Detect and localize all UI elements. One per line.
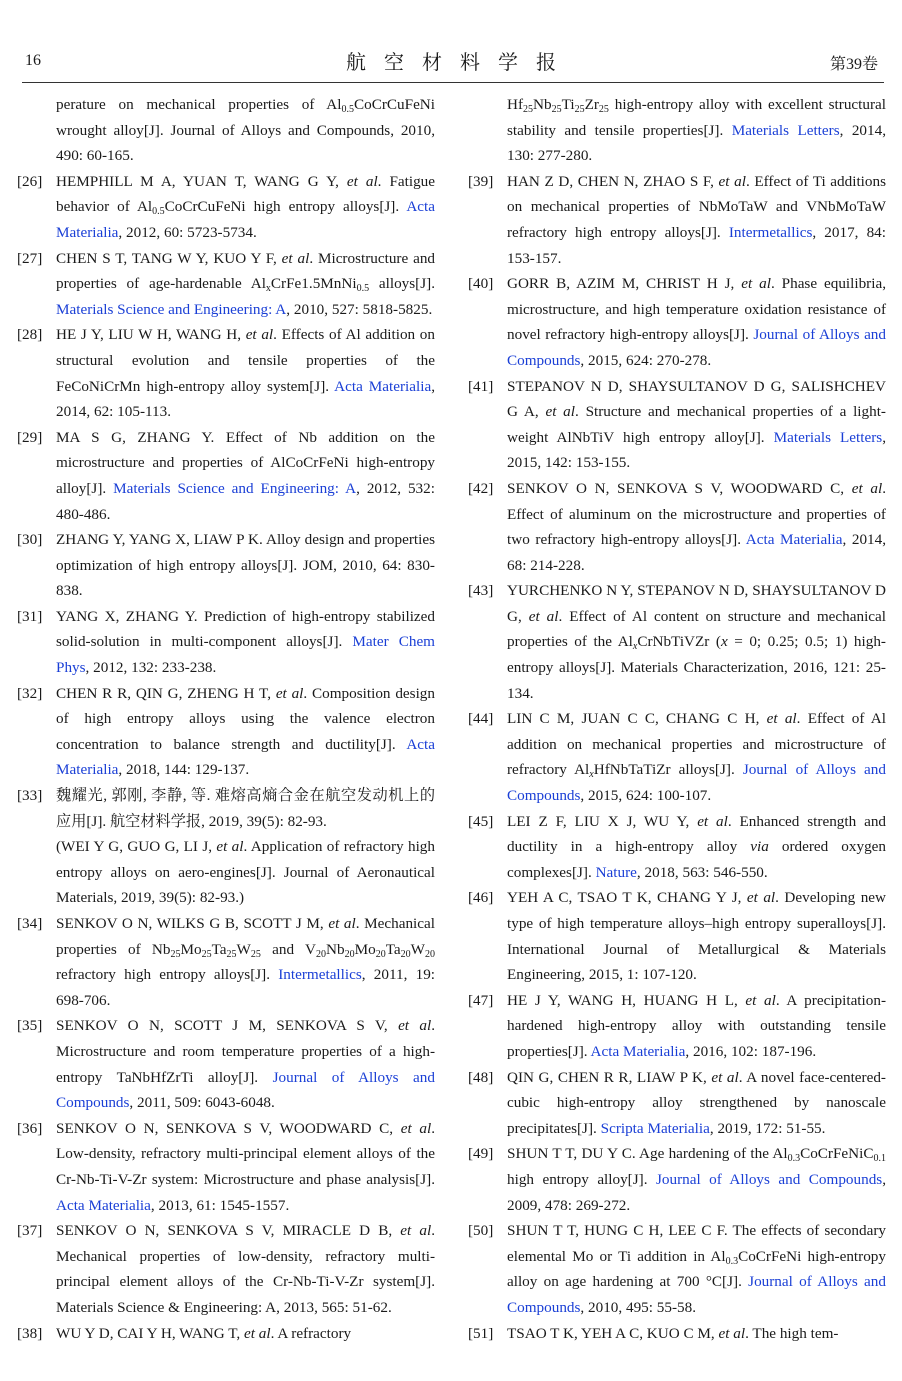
reference-number: [27]: [17, 249, 43, 267]
reference-continuation: $Hf_{25}Nb_{25}Ti_{25}Zr_{25}$ high-entropy alloy with excellent structural stability and tensile properties[J]. Materials Letters, 2014, 130: 277-280.: [507, 96, 886, 165]
reference-link[interactable]: Intermetallics: [728, 223, 813, 241]
reference-item: [42] SENKOV O N, SENKOVA S V, WOODWARD C, et al. Effect of aluminum on the microstructure and properties of two refractory high-entropy alloys[J]. Acta Materialia, 2014, 68: 214-228.: [468, 476, 886, 578]
reference-number: [33]: [17, 787, 43, 805]
page-header: [0, 0, 902, 84]
reference-continuation: perature on mechanical properties of $Al_{0.5}CoCrCuFeNi$ wrought alloy[J]. Journal of Alloys and Compounds, 2010, 490: 60-165.: [56, 96, 435, 165]
page-number: 16: [25, 52, 41, 69]
reference-link[interactable]: Journal of Alloys and Compounds: [507, 761, 886, 805]
right-column: [468, 92, 886, 1346]
reference-item: [40] GORR B, AZIM M, CHRIST H J, et al. Phase equilibria, microstructure, and high temperature oxidation resistance of novel refractory high-entropy alloys[J]. Journal of Alloys and Compounds, 2015, 624: 270-278.: [468, 271, 886, 373]
reference-item: [45] LEI Z F, LIU X J, WU Y, et al. Enhanced strength and ductility in a high-entropy alloy via ordered oxygen complexes[J]. Nature, 2018, 563: 546-550.: [468, 809, 886, 886]
reference-item: [49] SHUN T T, DU Y C. Age hardening of the $Al_{0.3}CoCrFeNiC_{0.1}$ high entropy alloy[J]. Journal of Alloys and Compounds, 2009, 478: 269-272.: [468, 1141, 886, 1218]
reference-number: [28]: [17, 326, 43, 344]
reference-number: [42]: [468, 479, 494, 497]
reference-item: [35] SENKOV O N, SCOTT J M, SENKOVA S V, et al. Microstructure and room temperature properties of a high-entropy TaNbHfZrTi alloy[J]. Journal of Alloys and Compounds, 2011, 509: 6043-6048.: [17, 1013, 435, 1115]
reference-link[interactable]: Intermetallics: [278, 966, 362, 984]
reference-item: [48] QIN G, CHEN R R, LIAW P K, et al. A novel face-centered-cubic high-entropy alloy strengthened by nanoscale precipitates[J]. Scripta Materialia, 2019, 172: 51-55.: [468, 1065, 886, 1142]
reference-link[interactable]: Nature: [595, 863, 637, 881]
reference-number: [26]: [17, 172, 43, 190]
reference-item: [36] SENKOV O N, SENKOVA S V, WOODWARD C, et al. Low-density, refractory multi-principal element alloys of the Cr-Nb-Ti-V-Zr system: Microstructure and phase analysis[J]. Acta Materialia, 2013, 61: 1545-1557.: [17, 1116, 435, 1218]
reference-number: [34]: [17, 915, 43, 932]
reference-item: [34] SENKOV O N, WILKS G B, SCOTT J M, et al. Mechanical properties of $Nb_{25}Mo_{25}Ta_{25}W_{25}$ and $V_{20}Nb_{20}Mo_{20}Ta_{20}W_{20}$ refractory high entropy alloys[J]. Intermetallics, 2011, 19: 698-706.: [17, 911, 435, 1013]
reference-number: [48]: [468, 1068, 494, 1086]
reference-number: [38]: [17, 1324, 43, 1342]
reference-link[interactable]: Acta Materialia: [745, 531, 843, 549]
reference-link[interactable]: Acta Materialia: [334, 377, 432, 395]
reference-item: [26] HEMPHILL M A, YUAN T, WANG G Y, et al. Fatigue behavior of $Al_{0.5}CoCrCuFeNi$ high entropy alloys[J]. Acta Materialia, 2012, 60: 5723-5734.: [17, 169, 435, 246]
reference-link[interactable]: Acta Materialia: [590, 1042, 686, 1060]
reference-link[interactable]: Mater Chem Phys: [56, 633, 435, 677]
reference-number: [30]: [17, 531, 43, 549]
reference-number: [29]: [17, 428, 43, 446]
reference-number: [37]: [17, 1222, 43, 1240]
reference-item: [44] LIN C M, JUAN C C, CHANG C H, et al. Effect of Al addition on mechanical properties and microstructure of refractory $Al_xHfNbTaTiZr$ alloys[J]. Journal of Alloys and Compounds, 2015, 624: 100-107.: [468, 706, 886, 808]
reference-number: [32]: [17, 684, 43, 702]
reference-number: [43]: [468, 582, 494, 600]
reference-number: [39]: [468, 172, 494, 190]
reference-number: [36]: [17, 1119, 43, 1137]
journal-title: 航空材料学报: [346, 52, 574, 74]
reference-number: [40]: [468, 275, 494, 293]
reference-number: [45]: [468, 812, 494, 830]
reference-link[interactable]: Journal of Alloys and Compounds: [507, 326, 886, 369]
reference-item: [41] STEPANOV N D, SHAYSULTANOV D G, SALISHCHEV G A, et al. Structure and mechanical properties of a light-weight AlNbTiV high entropy alloy[J]. Materials Letters, 2015, 142: 153-155.: [468, 374, 886, 476]
reference-item: [46] YEH A C, TSAO T K, CHANG Y J, et al. Developing new type of high temperature alloys–high entropy superalloys[J]. International Journal of Metallurgical & Materials Engineering, 2015, 1: 107-120.: [468, 885, 886, 987]
reference-item: [37] SENKOV O N, SENKOVA S V, MIRACLE D B, et al. Mechanical properties of low-density, refractory multi-principal element alloys of the Cr-Nb-Ti-V-Zr system[J]. Materials Science & Engineering: A, 2013, 565: 51-62.: [17, 1218, 435, 1320]
reference-item: [51] TSAO T K, YEH A C, KUO C M, et al. The high tem-: [468, 1321, 886, 1347]
reference-link[interactable]: Acta Materialia: [56, 198, 435, 241]
reference-link[interactable]: Acta Materialia: [56, 1196, 151, 1214]
reference-link[interactable]: Materials Science and Engineering: A: [56, 300, 287, 318]
volume-label: 第39卷: [829, 56, 878, 73]
reference-number: [50]: [468, 1222, 494, 1240]
reference-item: [47] HE J Y, WANG H, HUANG H L, et al. A precipitation-hardened high-entropy alloy with outstanding tensile properties[J]. Acta Materialia, 2016, 102: 187-196.: [468, 988, 886, 1065]
reference-item: [31] YANG X, ZHANG Y. Prediction of high-entropy stabilized solid-solution in multi-component alloys[J]. Mater Chem Phys, 2012, 132: 233-238.: [17, 604, 435, 681]
header-rule: [22, 82, 884, 83]
reference-number: [49]: [468, 1145, 494, 1163]
reference-number: [44]: [468, 710, 494, 728]
reference-item: [27] CHEN S T, TANG W Y, KUO Y F, et al. Microstructure and properties of age-hardenable $Al_xCrFe1.5MnNi_{0.5}$ alloys[J]. Materials Science and Engineering: A, 2010, 527: 5818-5825.: [17, 246, 435, 323]
left-column: [17, 92, 435, 1346]
reference-number: [31]: [17, 607, 43, 625]
reference-link[interactable]: Materials Letters: [731, 121, 840, 139]
reference-item: [28] HE J Y, LIU W H, WANG H, et al. Effects of Al addition on structural evolution and tensile properties of the FeCoNiCrMn high-entropy alloy system[J]. Acta Materialia, 2014, 62: 105-113.: [17, 322, 435, 424]
reference-number: [51]: [468, 1324, 494, 1342]
reference-item: [43] YURCHENKO N Y, STEPANOV N D, SHAYSULTANOV D G, et al. Effect of Al content on structure and mechanical properties of the $Al_xCrNbTiVZr$ (x = 0; 0.25; 0.5; 1) high-entropy alloys[J]. Materials Characterization, 2016, 121: 25-134.: [468, 578, 886, 706]
reference-link[interactable]: Scripta Materialia: [600, 1119, 710, 1137]
reference-item: [33] 魏耀光, 郭刚, 李静, 等. 难熔高熵合金在航空发动机上的应用[J]. 航空材料学报, 2019, 39(5): 82-93. (WEI Y G, GUO G, LI J, et al. Application of refractory high entropy alloys on aero-engines[J]. Journal of Aeronautical Materials, 2019, 39(5): 82-93.): [17, 783, 435, 911]
reference-item: [32] CHEN R R, QIN G, ZHENG H T, et al. Composition design of high entropy alloys using the valence electron concentration to balance strength and ductility[J]. Acta Materialia, 2018, 144: 129-137.: [17, 681, 435, 783]
reference-link[interactable]: Journal of Alloys and Compounds: [56, 1068, 435, 1112]
reference-item: [29] MA S G, ZHANG Y. Effect of Nb addition on the microstructure and properties of AlCoCrFeNi high-entropy alloy[J]. Materials Science and Engineering: A, 2012, 532: 480-486.: [17, 425, 435, 527]
reference-number: [35]: [17, 1017, 43, 1035]
reference-item: [30] ZHANG Y, YANG X, LIAW P K. Alloy design and properties optimization of high entropy alloys[J]. JOM, 2010, 64: 830-838.: [17, 527, 435, 604]
reference-item: [39] HAN Z D, CHEN N, ZHAO S F, et al. Effect of Ti additions on mechanical properties of NbMoTaW and VNbMoTaW refractory high entropy alloys[J]. Intermetallics, 2017, 84: 153-157.: [468, 169, 886, 271]
reference-link[interactable]: Materials Science and Engineering: A: [113, 479, 357, 497]
reference-link[interactable]: Journal of Alloys and Compounds: [655, 1170, 883, 1188]
reference-item: [50] SHUN T T, HUNG C H, LEE C F. The effects of secondary elemental Mo or Ti addition in $Al_{0.3}CoCrFeNi$ high-entropy alloy on age hardening at 700 °C[J]. Journal of Alloys and Compounds, 2010, 495: 55-58.: [468, 1218, 886, 1320]
reference-number: [41]: [468, 377, 494, 395]
reference-link[interactable]: Acta Materialia: [56, 735, 435, 779]
reference-number: [46]: [468, 889, 494, 907]
reference-link[interactable]: Journal of Alloys and Compounds: [507, 1273, 886, 1316]
reference-link[interactable]: Materials Letters: [773, 428, 883, 446]
reference-item: [38] WU Y D, CAI Y H, WANG T, et al. A refractory: [17, 1321, 435, 1347]
reference-number: [47]: [468, 991, 494, 1009]
